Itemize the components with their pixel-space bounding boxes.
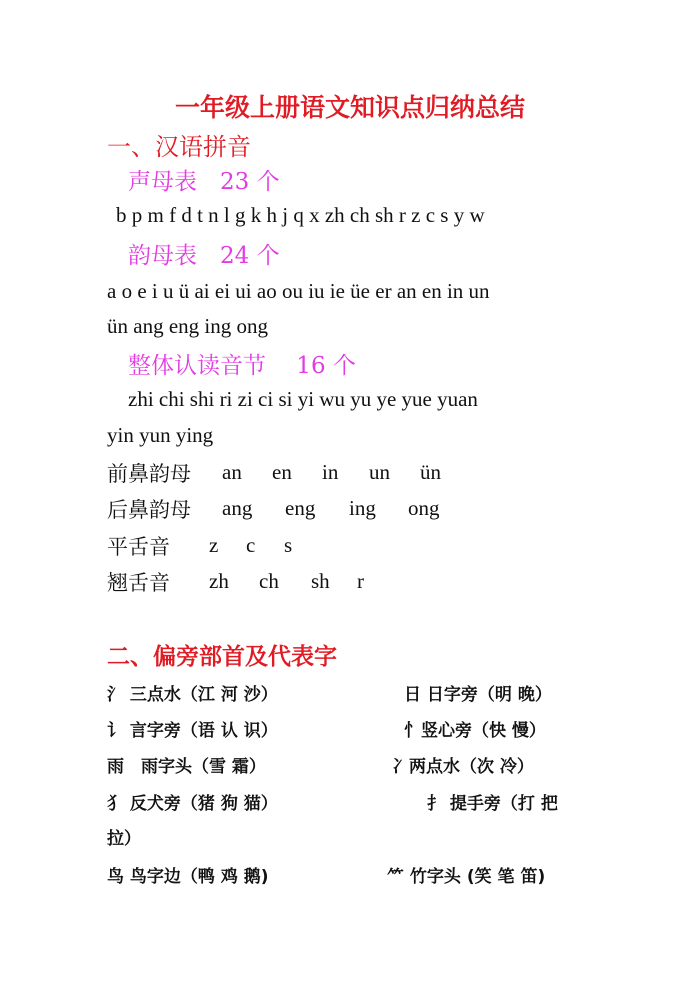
front-nasal-item: un (369, 460, 390, 484)
retroflex-item: sh (311, 569, 330, 593)
front-nasal-item: an (222, 460, 242, 484)
front-nasal-item: en (272, 460, 292, 484)
whole-syllables-line-2: yin yun ying (107, 423, 214, 447)
front-nasal-item: ün (420, 460, 441, 484)
radical-row-right: 冫两点水（次 冷） (392, 757, 534, 777)
whole-syllables-label: 整体认读音节 16 个 (128, 353, 356, 379)
initials-label: 声母表 23 个 (128, 169, 280, 195)
retroflex-label: 翘舌音 (107, 571, 170, 595)
radical-row-right: 日 日字旁（明 晚） (404, 685, 552, 705)
page-title: 一年级上册语文知识点归纳总结 (174, 93, 525, 122)
flat-tongue-item: s (284, 533, 293, 557)
radical-row-left: 雨 雨字头（雪 霜） (107, 757, 266, 777)
flat-tongue-item: c (246, 533, 256, 557)
whole-syllables-line-1: zhi chi shi ri zi ci si yi wu yu ye yue yuan (128, 387, 478, 411)
front-nasal-label: 前鼻韵母 (107, 462, 191, 486)
radical-row-right: 忄竖心旁（快 慢） (404, 721, 546, 741)
radical-row-left: 犭 反犬旁（猪 狗 猫） (107, 794, 278, 814)
radical-row-left: 鸟 鸟字边（鸭 鸡 鹅) (107, 867, 269, 887)
section-heading-pinyin: 一、汉语拼音 (107, 133, 251, 161)
radical-row-right: ⺮ 竹字头 (笑 笔 笛) (387, 867, 546, 887)
radical-row-left: 讠 言字旁（语 认 识） (107, 721, 278, 741)
back-nasal-label: 后鼻韵母 (107, 498, 191, 522)
retroflex-item: r (357, 569, 364, 593)
flat-tongue-label: 平舌音 (107, 535, 170, 559)
radical-row-left: 氵 三点水（江 河 沙） (107, 685, 278, 705)
back-nasal-item: ing (349, 496, 376, 520)
back-nasal-item: eng (285, 496, 316, 520)
finals-line-1: a o e i u ü ai ei ui ao ou iu ie üe er an en in un (107, 279, 490, 303)
flat-tongue-item: z (209, 533, 219, 557)
front-nasal-item: in (322, 460, 339, 484)
retroflex-item: zh (209, 569, 229, 593)
section-heading-radicals: 二、偏旁部首及代表字 (107, 644, 337, 670)
finals-label: 韵母表 24 个 (128, 243, 280, 269)
initials-list: b p m f d t n l g k h j q x zh ch sh r z c s y w (116, 203, 485, 227)
radical-row-left: 拉） (107, 829, 141, 849)
radical-row-right: 扌 提手旁（打 把 (427, 794, 558, 814)
back-nasal-item: ang (222, 496, 253, 520)
back-nasal-item: ong (408, 496, 440, 520)
finals-line-2: ün ang eng ing ong (107, 314, 268, 338)
retroflex-item: ch (259, 569, 279, 593)
